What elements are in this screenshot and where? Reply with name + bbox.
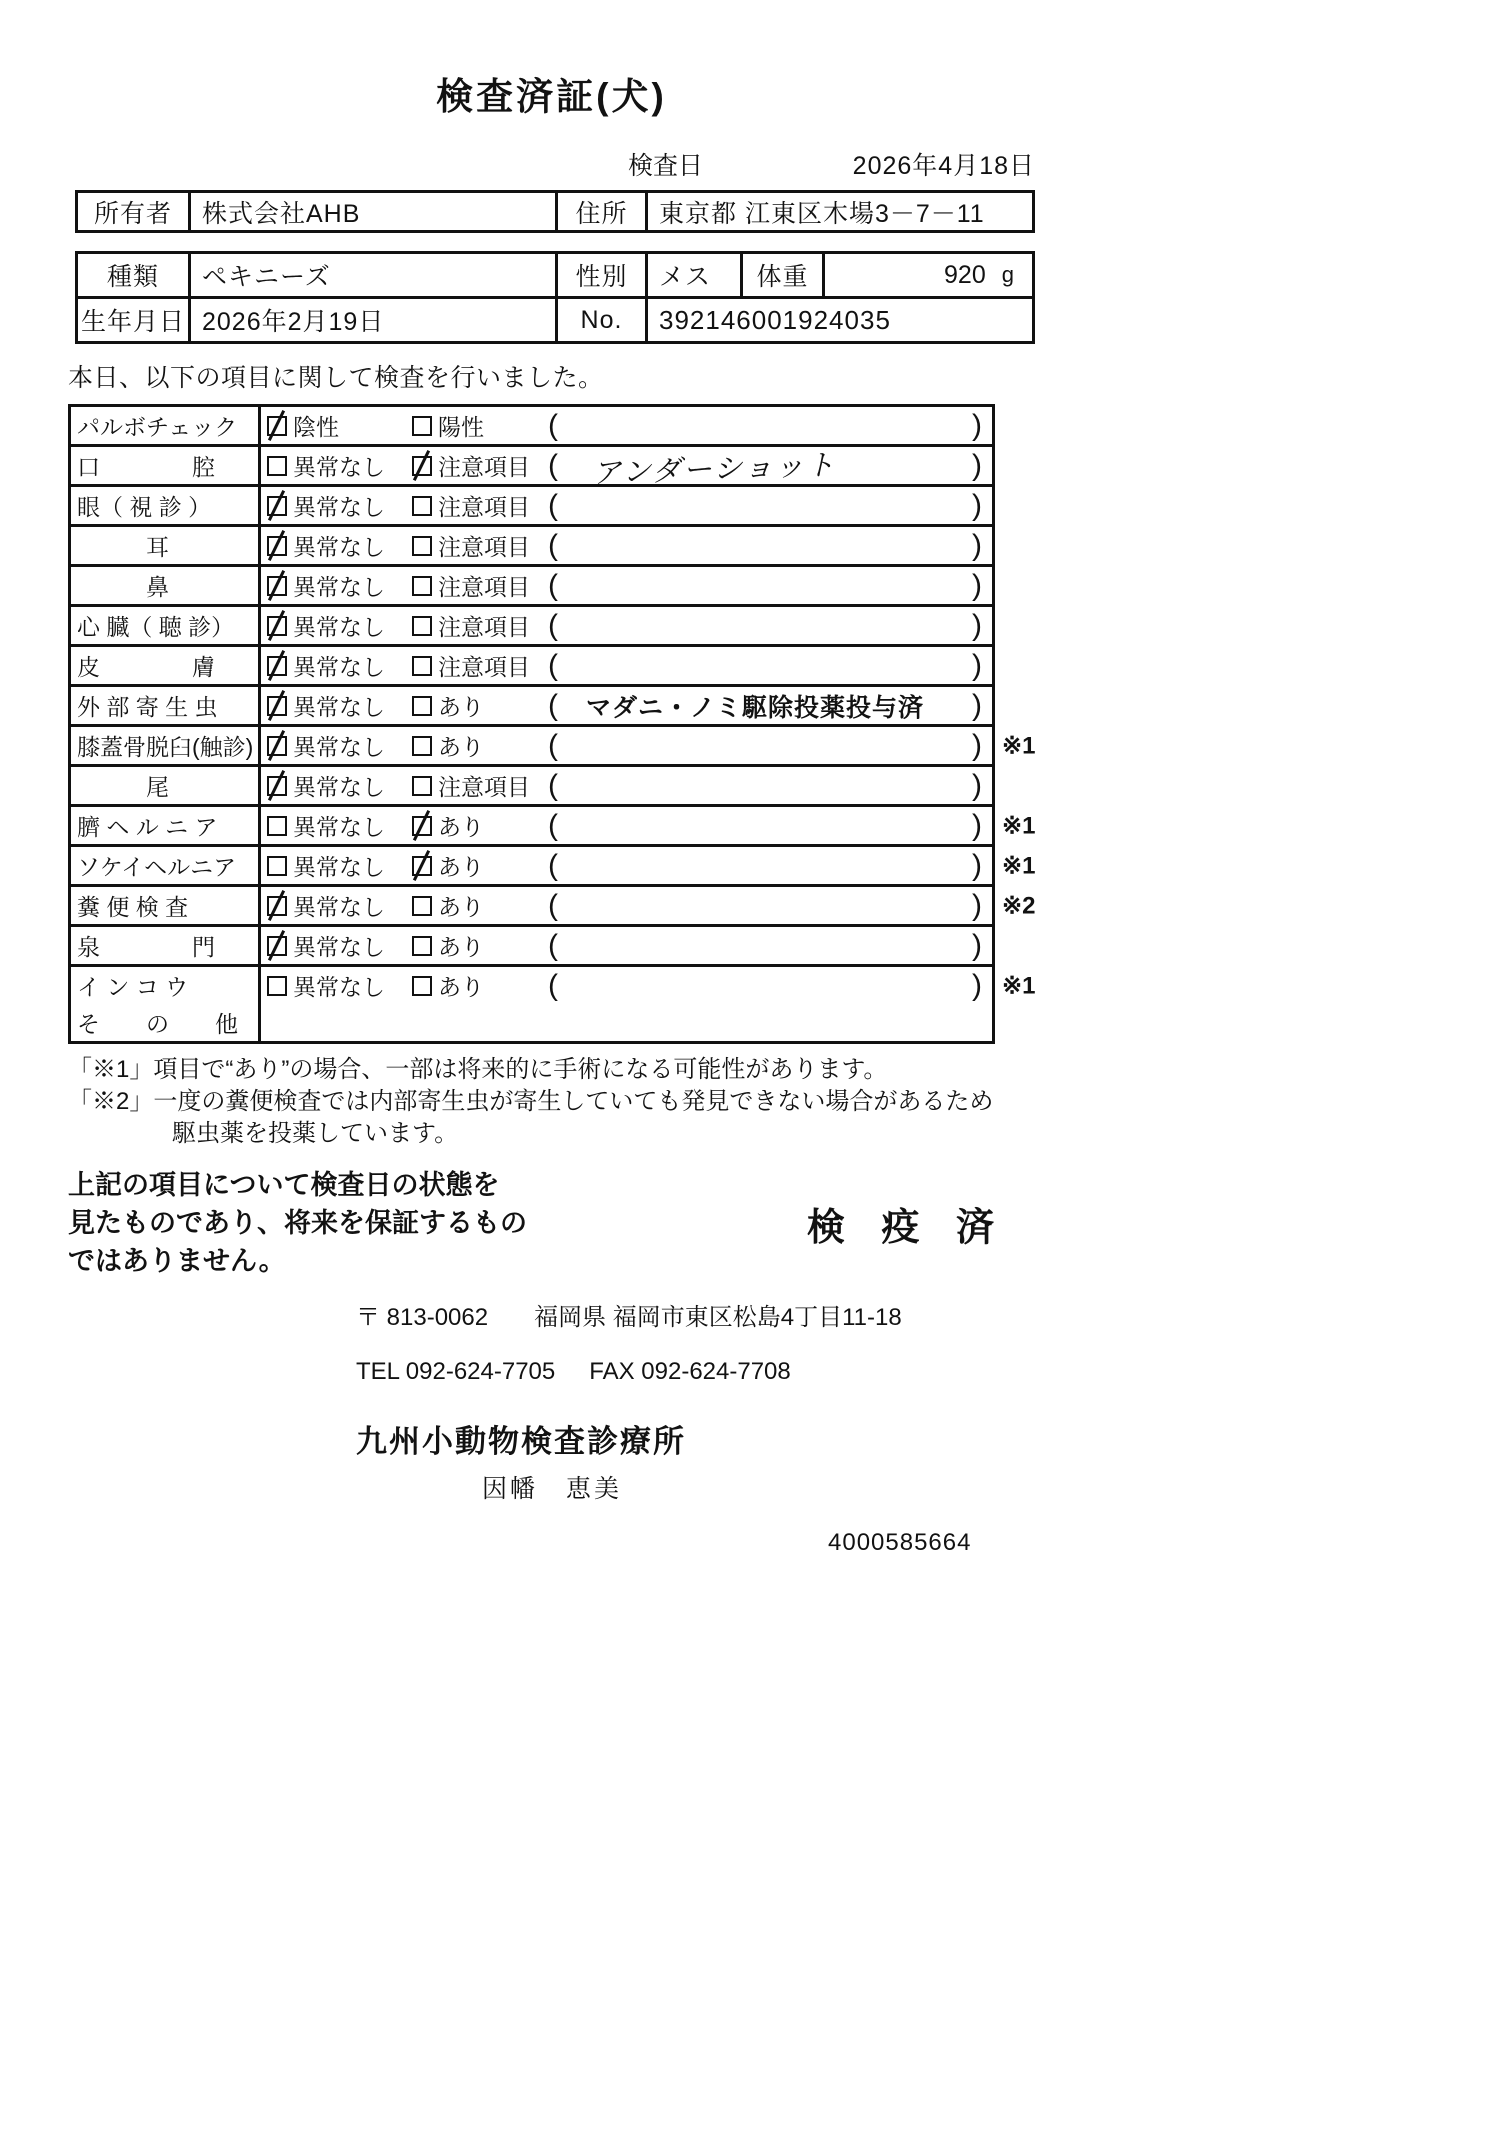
exam-option-2 [412,569,548,602]
open-paren-icon: ( [548,608,558,642]
checkbox-label: 注意項目 [438,614,530,640]
checkbox-icon [412,656,432,676]
certificate [68,66,1035,1557]
exam-option-1 [267,609,412,642]
inspection-date-value: 2026年4月18日 [852,152,1035,180]
remarks-field [548,968,992,1002]
address-label: 住所 [555,193,645,230]
clinic-postal-code: 〒 813-0062 [356,1303,489,1331]
breed-label: 種類 [106,263,159,291]
owner-row [78,193,1032,230]
address-value: 東京都 江東区木場3－7－11 [645,193,1032,230]
close-paren-icon: ) [972,648,982,682]
exam-row-content [261,607,992,644]
intro-text: 本日、以下の項目に関して検査を行いました。 [68,364,604,392]
exam-option-2 [412,689,548,722]
exam-item-name: 心 臓（ 聴 診） [71,607,261,644]
close-paren-icon: ) [972,408,982,442]
exam-row-content [261,847,992,884]
checkbox-icon [267,496,287,516]
footnote-2-cont: 駆虫薬を投薬しています。 [172,1119,459,1147]
checkbox-label: 異常なし [293,814,385,840]
close-paren-icon: ) [972,848,982,882]
exam-row [71,724,1036,764]
checkbox-label: 異常なし [293,734,385,760]
checkbox-icon [412,536,432,556]
remark-text: マダニ・ノミ駆除投薬投与済 [586,693,925,722]
exam-option-1 [267,729,412,762]
remarks-field [548,408,992,442]
exam-option-1 [267,929,412,962]
checkbox-label: あり [438,814,484,840]
exam-option-2 [412,809,548,842]
birthdate-value: 2026年2月19日 [188,299,555,341]
exam-item-name: 泉 門 [71,927,261,964]
checkbox-label: 異常なし [293,654,385,680]
close-paren-icon: ) [972,888,982,922]
checkbox-icon [267,656,287,676]
pet-info-row-2 [78,296,1032,341]
checkbox-icon [267,896,287,916]
exam-row-content [261,727,992,764]
checkbox-icon [412,496,432,516]
checkbox-label: あり [438,974,484,1000]
exam-option-1 [267,689,412,722]
exam-row-content [261,927,992,964]
exam-row-content [261,647,992,684]
checkbox-icon [267,456,287,476]
exam-row-content [261,967,992,1004]
exam-option-1 [267,529,412,562]
exam-row-content [261,527,992,564]
checkbox-icon [412,856,432,876]
exam-row-content [261,887,992,924]
close-paren-icon: ) [972,728,982,762]
exam-option-2 [412,409,548,442]
checkbox-label: 注意項目 [438,454,530,480]
open-paren-icon: ( [548,488,558,522]
exam-option-2 [412,849,548,882]
open-paren-icon: ( [548,448,558,482]
close-paren-icon: ) [972,568,982,602]
birthdate-label: 生年月日 [80,308,185,336]
close-paren-icon: ) [972,928,982,962]
footnote-mark: ※1 [1002,972,1036,999]
exam-row [71,684,992,724]
checkbox-label: あり [438,894,484,920]
owner-table [75,190,1035,233]
disclaimer-line-3: ではありません。 [68,1246,286,1277]
open-paren-icon: ( [548,768,558,802]
exam-item-name: 眼（ 視 診 ） [71,487,261,524]
footnote-1: 「※1」項目で“あり”の場合、一部は将来的に手術になる可能性があります。 [68,1056,888,1083]
exam-item-name: 口 腔 [71,447,261,484]
exam-option-1 [267,769,412,802]
exam-option-2 [412,769,548,802]
checkbox-label: 陽性 [438,414,484,440]
clinic-address-line [356,1297,1035,1332]
open-paren-icon: ( [548,568,558,602]
clinic-address: 福岡県 福岡市東区松島4丁目11-18 [534,1303,902,1331]
owner-label: 所有者 [93,199,172,228]
number-value: 392146001924035 [645,299,1032,341]
checkbox-icon [267,696,287,716]
clinic-phone-line [356,1358,1035,1386]
exam-row-content [261,407,992,444]
close-paren-icon: ) [972,448,982,482]
exam-item-name: 膝蓋骨脱臼(触診) [71,727,261,764]
inspector-name: 因幡 恵美 [482,1474,623,1503]
remarks-field [548,608,992,642]
open-paren-icon: ( [548,408,558,442]
exam-item-name: 臍 ヘ ル ニ ア [71,807,261,844]
exam-row [71,964,1036,1004]
exam-row-content [261,487,992,524]
remark-text: アンダーショット [591,449,838,491]
breed-value: ペキニーズ [188,254,555,296]
checkbox-label: 注意項目 [438,574,530,600]
checkbox-label: 異常なし [293,974,385,1000]
checkbox-icon [412,616,432,636]
exam-row-content [261,567,992,604]
exam-option-1 [267,569,412,602]
checkbox-label: 異常なし [293,454,385,480]
close-paren-icon: ) [972,808,982,842]
remarks-field [548,445,992,491]
exam-item-name: 鼻 [71,567,261,604]
exam-row [71,407,992,444]
checkbox-icon [412,976,432,996]
close-paren-icon: ) [972,768,982,802]
sex-value: メス [645,254,740,296]
remarks-field [548,848,992,882]
exam-option-1 [267,649,412,682]
inspection-date-label: 検査日 [628,152,704,180]
checkbox-icon [267,616,287,636]
checkbox-label: 異常なし [293,614,385,640]
exam-option-2 [412,929,548,962]
exam-item-name: イ ン コ ウ [71,967,261,1004]
remarks-field [548,888,992,922]
checkbox-label: 注意項目 [438,534,530,560]
checkbox-label: あり [438,694,484,720]
clinic-tel: TEL 092-624-7705 [356,1357,556,1385]
checkbox-label: 陰性 [293,414,339,440]
remarks-field [548,728,992,762]
checkbox-label: あり [438,734,484,760]
checkbox-icon [267,576,287,596]
footnote-mark: ※2 [1002,892,1036,919]
open-paren-icon: ( [548,928,558,962]
page-title: 検査済証(犬) [436,76,667,117]
exam-item-name: 外 部 寄 生 虫 [71,687,261,724]
sex-label: 性別 [555,254,645,296]
checkbox-icon [412,456,432,476]
checkbox-icon [412,816,432,836]
exam-option-1 [267,489,412,522]
exam-option-1 [267,409,412,442]
exam-item-name: パルボチェック [71,407,261,444]
exam-option-2 [412,969,548,1002]
footnotes [68,1054,1035,1150]
close-paren-icon: ) [972,608,982,642]
open-paren-icon: ( [548,808,558,842]
exam-row-content [261,447,992,491]
weight-cell [822,254,1032,296]
exam-row-content-empty [261,1004,992,1041]
footnote-2: 「※2」一度の糞便検査では内部寄生虫が寄生していても発見できない場合があるため [68,1087,994,1115]
remarks-field [548,568,992,602]
pet-info-row-1 [78,254,1032,296]
exam-row-other [71,1004,992,1041]
exam-row [71,804,1036,844]
checkbox-icon [267,536,287,556]
remarks-field [548,928,992,962]
exam-option-2 [412,649,548,682]
checkbox-icon [267,736,287,756]
owner-value: 株式会社AHB [188,193,555,230]
close-paren-icon: ) [972,488,982,522]
clinic-fax: FAX 092-624-7708 [589,1357,791,1385]
exam-row-content [261,807,992,844]
clinic-name: 九州小動物検査診療所 [356,1423,686,1459]
number-label: No. [555,299,645,341]
remarks-field [548,648,992,682]
checkbox-icon [267,936,287,956]
disclaimer-text [68,1166,588,1281]
exam-table [68,404,1036,1044]
exam-item-name: ソケイヘルニア [71,847,261,884]
quarantine-stamp: 検 疫 済 [806,1206,1007,1249]
exam-row [71,604,992,644]
exam-option-2 [412,489,548,522]
checkbox-icon [267,776,287,796]
checkbox-icon [412,936,432,956]
inspection-date-row [68,146,1035,182]
open-paren-icon: ( [548,888,558,922]
exam-row [71,884,1036,924]
checkbox-icon [267,856,287,876]
checkbox-label: 異常なし [293,494,385,520]
disclaimer-and-stamp [68,1166,1035,1281]
checkbox-label: 異常なし [293,934,385,960]
weight-unit: g [1001,262,1014,287]
checkbox-icon [412,416,432,436]
checkbox-label: 注意項目 [438,774,530,800]
open-paren-icon: ( [548,848,558,882]
checkbox-label: あり [438,854,484,880]
exam-row-content [261,767,992,804]
exam-option-2 [412,529,548,562]
exam-row [71,844,1036,884]
checkbox-label: 異常なし [293,774,385,800]
checkbox-icon [412,576,432,596]
exam-option-1 [267,969,412,1002]
open-paren-icon: ( [548,648,558,682]
open-paren-icon: ( [548,688,558,722]
checkbox-icon [412,736,432,756]
checkbox-icon [267,816,287,836]
close-paren-icon: ) [972,688,982,722]
checkbox-icon [412,776,432,796]
exam-row [71,644,992,684]
checkbox-label: あり [438,934,484,960]
exam-item-name: 皮 膚 [71,647,261,684]
checkbox-label: 注意項目 [438,654,530,680]
disclaimer-line-1: 上記の項目について検査日の状態を [68,1169,500,1200]
exam-option-2 [412,449,548,482]
serial-number: 4000585664 [828,1528,972,1556]
exam-row [71,524,992,564]
weight-label: 体重 [740,254,822,296]
exam-row [71,444,992,491]
exam-option-1 [267,889,412,922]
exam-row [71,484,992,524]
close-paren-icon: ) [972,968,982,1002]
remarks-field [548,488,992,522]
open-paren-icon: ( [548,728,558,762]
checkbox-label: 異常なし [293,894,385,920]
exam-item-name: 耳 [71,527,261,564]
exam-option-2 [412,609,548,642]
exam-item-name: 糞 便 検 査 [71,887,261,924]
footnote-mark: ※1 [1002,812,1036,839]
exam-option-2 [412,729,548,762]
exam-option-2 [412,889,548,922]
open-paren-icon: ( [548,528,558,562]
checkbox-label: 異常なし [293,854,385,880]
checkbox-label: 異常なし [293,694,385,720]
checkbox-icon [412,696,432,716]
weight-value: 920 [944,260,986,289]
footnote-mark: ※1 [1002,732,1036,759]
open-paren-icon: ( [548,968,558,1002]
checkbox-icon [267,416,287,436]
close-paren-icon: ) [972,528,982,562]
remarks-field [548,688,992,724]
remarks-field [548,528,992,562]
exam-option-1 [267,849,412,882]
exam-row [71,924,992,964]
exam-row-content [261,687,992,724]
remarks-field [548,808,992,842]
pet-info-table [75,251,1035,344]
disclaimer-line-2: 見たものであり、将来を保証するもの [68,1208,527,1239]
remarks-field [548,768,992,802]
exam-option-1 [267,809,412,842]
checkbox-label: 異常なし [293,574,385,600]
exam-item-name: 尾 [71,767,261,804]
exam-item-name: そ の 他 [71,1004,261,1041]
exam-option-1 [267,449,412,482]
exam-row [71,764,992,804]
checkbox-icon [267,976,287,996]
footnote-mark: ※1 [1002,852,1036,879]
exam-row [71,564,992,604]
checkbox-icon [412,896,432,916]
checkbox-label: 注意項目 [438,494,530,520]
checkbox-label: 異常なし [293,534,385,560]
